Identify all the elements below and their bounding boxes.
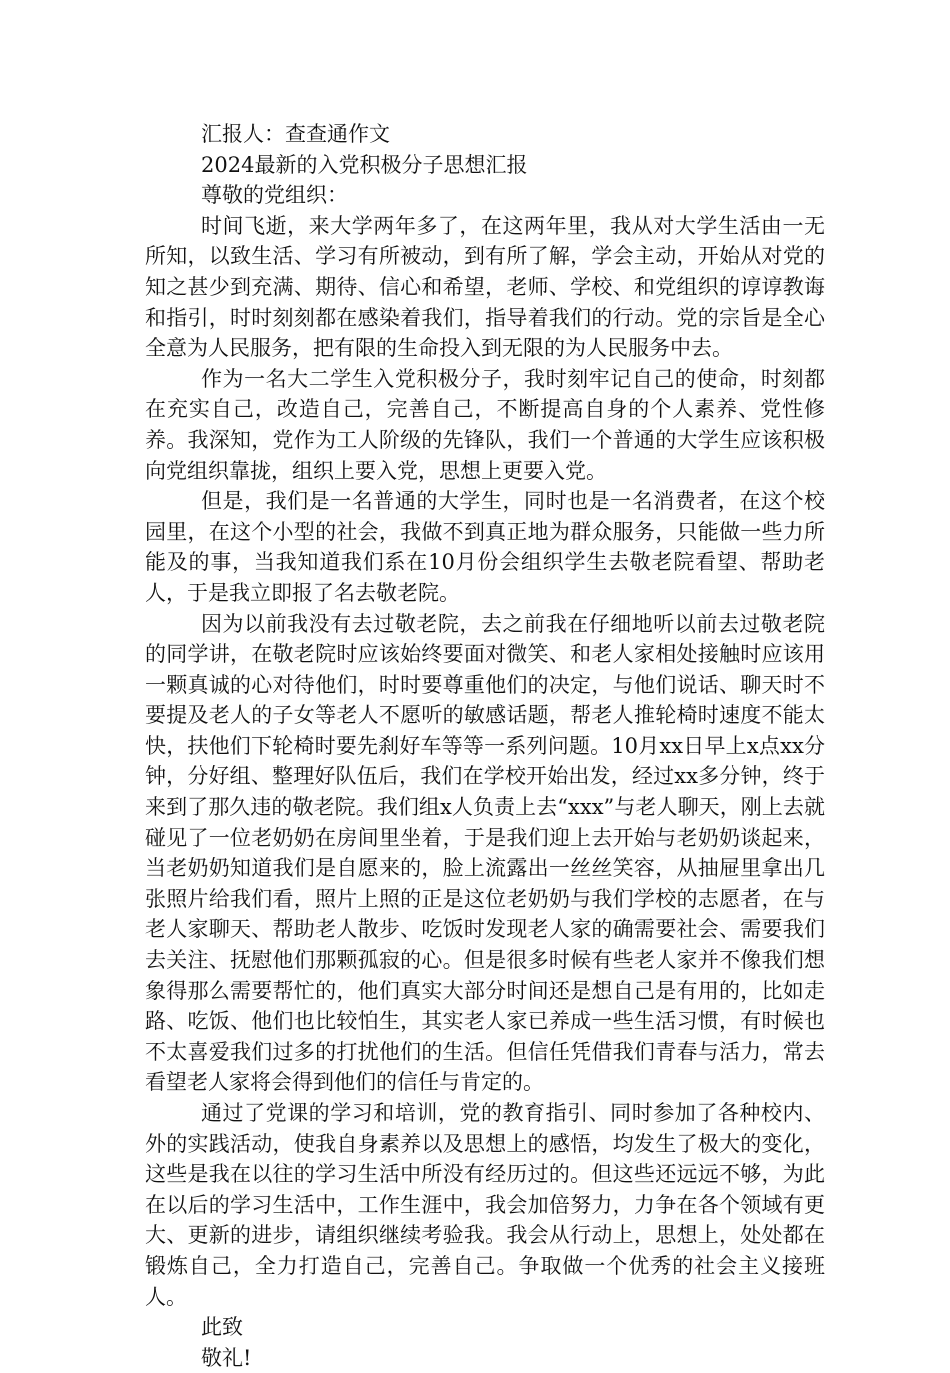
paragraph-2: 作为一名大二学生入党积极分子，我时刻牢记自己的使命，时刻都在充实自己，改造自己，完善自己，不断提高自身的个人素养、党性修养。我深知，党作为工人阶级的先锋队，我们一个普通的大学生应该积极向党组织靠拢，组织上要入党，思想上更要入党。: [145, 366, 825, 483]
salutation: 尊敬的党组织：: [201, 183, 348, 208]
paragraph-4: 因为以前我没有去过敬老院，去之前我在仔细地听以前去过敬老院的同学讲，在敬老院时应该始终要面对微笑、和老人家相处接触时应该用一颗真诚的心对待他们，时时要尊重他们的决定，与他们说话、聊天时不要提及老人的子女等老人不愿听的敏感话题，帮老人推轮椅时速度不能太快，扶他们下轮椅时要先刹好车等等一系列问题。10月xx日早上x点xx分钟，分好组、整理好队伍后，我们在学校开始出发，经过xx多分钟，终于来到了那久违的敬老院。我们组x人负责上去“xxx”与老人聊天，刚上去就碰见了一位老奶奶在房间里坐着，于是我们迎上去开始与老奶奶谈起来，当老奶奶知道我们是自愿来的，脸上流露出一丝丝笑容，从抽屉里拿出几张照片给我们看，照片上照的正是这位老奶奶与我们学校的志愿者，在与老人家聊天、帮助老人散步、吃饭时发现老人家的确需要社会、需要我们去关注、抚慰他们那颗孤寂的心。但是很多时候有些老人家并不像我们想象得那么需要帮忙的，他们真实大部分时间还是想自己是有用的，比如走路、吃饭、他们也比较怕生，其实老人家已养成一些生活习惯，有时候也不太喜爱我们过多的打扰他们的生活。但信任凭借我们青春与活力，常去看望老人家将会得到他们的信任与肯定的。: [145, 611, 825, 1095]
closing-line-1: 此致: [201, 1315, 243, 1340]
document-title: 2024最新的入党积极分子思想汇报: [201, 152, 528, 177]
reporter-line: 汇报人：查查通作文: [201, 122, 390, 146]
document-page: [145, 119, 825, 1373]
closing-line-2: 敬礼!: [201, 1345, 252, 1370]
paragraph-1: 时间飞逝，来大学两年多了，在这两年里，我从对大学生活由一无所知，以致生活、学习有所被动，到有所了解，学会主动，开始从对党的知之甚少到充满、期待、信心和希望，老师、学校、和党组织的谆谆教诲和指引，时时刻刻都在感染着我们，指导着我们的行动。党的宗旨是全心全意为人民服务，把有限的生命投入到无限的为人民服务中去。: [145, 213, 825, 361]
paragraph-3: 但是，我们是一名普通的大学生，同时也是一名消费者，在这个校园里，在这个小型的社会，我做不到真正地为群众服务，只能做一些力所能及的事，当我知道我们系在10月份会组织学生去敬老院看望、帮助老人，于是我立即报了名去敬老院。: [145, 489, 825, 605]
paragraph-5: 通过了党课的学习和培训，党的教育指引、同时参加了各种校内、外的实践活动，使我自身素养以及思想上的感悟，均发生了极大的变化，这些是我在以往的学习生活中所没有经历过的。但这些还远远不够，为此在以后的学习生活中，工作生涯中，我会加倍努力，力争在各个领域有更大、更新的进步，请组织继续考验我。我会从行动上，思想上，处处都在锻炼自己，全力打造自己，完善自己。争取做一个优秀的社会主义接班人。: [145, 1101, 825, 1309]
